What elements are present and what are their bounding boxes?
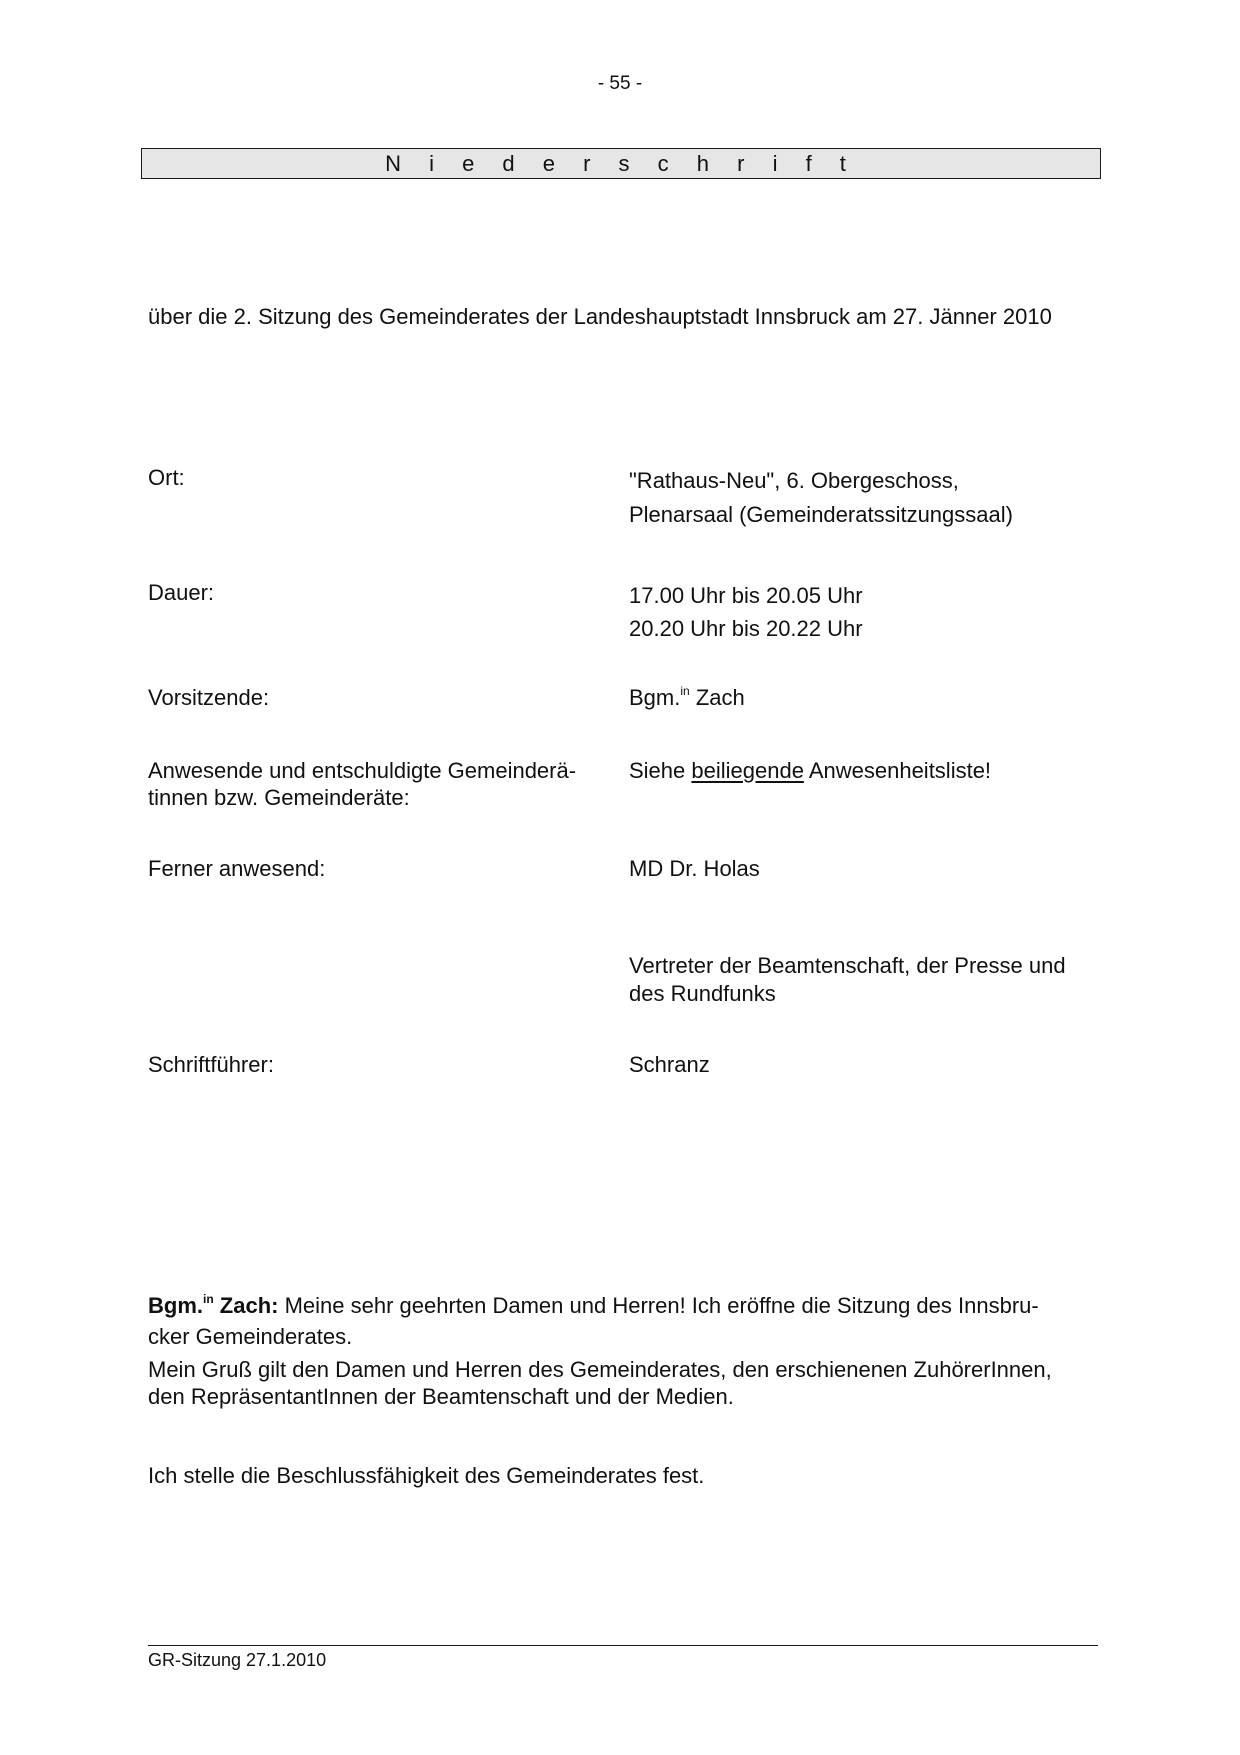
record-value-text: Siehe xyxy=(629,758,692,783)
record-value-line: Plenarsaal (Gemeinderatssitzungssaal) xyxy=(629,502,1013,527)
record-value xyxy=(629,1051,1099,1078)
record-label: Ort: xyxy=(148,465,185,490)
page-number: - 55 - xyxy=(597,73,643,94)
record-value xyxy=(629,579,1099,645)
speaker-label xyxy=(148,1293,278,1318)
record-label: Schriftführer: xyxy=(148,1052,274,1077)
record-value xyxy=(629,684,1099,715)
record-value-line: Schranz xyxy=(629,1052,710,1077)
speaker-title-superscript: in xyxy=(203,1292,214,1306)
record-value-text: Anwesenheitsliste! xyxy=(803,758,992,783)
document-title: N i e d e r s c h r i f t xyxy=(141,148,1101,179)
record-value-line: "Rathaus-Neu", 6. Obergeschoss, xyxy=(629,468,959,493)
speech-paragraph-1 xyxy=(148,1292,1098,1350)
record-value-line: MD Dr. Holas xyxy=(629,856,760,881)
chair-name: Zach xyxy=(689,685,745,710)
record-label: Ferner anwesend: xyxy=(148,856,326,881)
footer-divider xyxy=(148,1645,1098,1646)
record-value xyxy=(629,855,1099,882)
record-value-line: 17.00 Uhr bis 20.05 Uhr xyxy=(629,583,863,608)
record-value-line: Vertreter der Beamtenschaft, der Presse und xyxy=(629,953,1066,978)
footer-text: GR-Sitzung 27.1.2010 xyxy=(148,1650,327,1670)
speaker-title: Bgm. xyxy=(148,1293,203,1318)
speech-paragraph-3: Ich stelle die Beschlussfähigkeit des Gemeinderates fest. xyxy=(148,1463,705,1488)
record-value-line: 20.20 Uhr bis 20.22 Uhr xyxy=(629,616,863,641)
document-subtitle: über die 2. Sitzung des Gemeinderates der Landeshauptstadt Innsbruck am 27. Jänner 2010 xyxy=(148,304,1052,329)
record-value xyxy=(629,952,1099,1008)
record-label: Anwesende und entschuldigte Gemeinderä- tinnen bzw. Gemeinderäte: xyxy=(148,758,577,810)
speech-paragraph-2: Mein Gruß gilt den Damen und Herren des Gemeinderates, den erschienenen ZuhörerInnen, den RepräsentantInnen der Beamtenschaft und der Medien. xyxy=(148,1357,1052,1409)
record-value xyxy=(629,464,1099,532)
record-label: Vorsitzende: xyxy=(148,685,270,710)
record-label: Dauer: xyxy=(148,580,215,605)
chair-title-superscript: in xyxy=(680,684,690,698)
record-value xyxy=(629,757,1099,784)
chair-title: Bgm. xyxy=(629,685,681,710)
record-value-line: des Rundfunks xyxy=(629,981,776,1006)
speech-text: Meine sehr geehrten Damen und Herren! Ich eröffne die Sitzung des Innsbru- cker Gemeinderates. xyxy=(148,1293,1039,1349)
speaker-name: Zach: xyxy=(213,1293,279,1318)
underlined-word: beiliegende xyxy=(691,758,804,783)
